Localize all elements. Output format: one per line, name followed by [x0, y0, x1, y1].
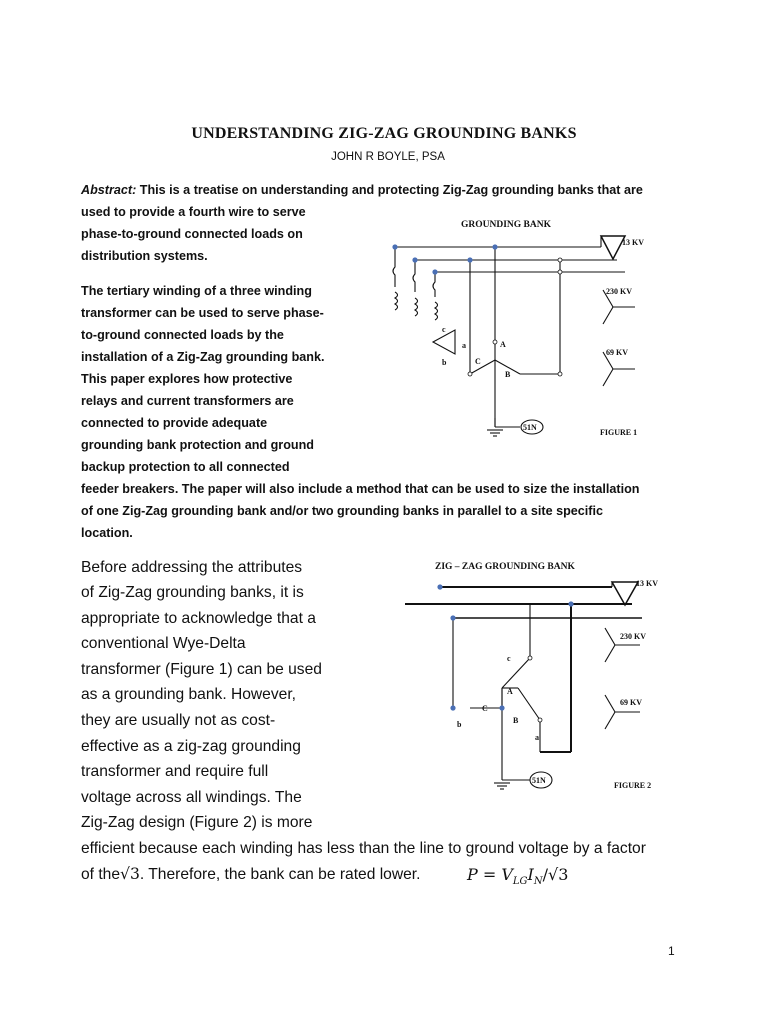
formula-i-sub: N [533, 876, 543, 888]
abstract-line-3: phase-to-ground connected loads on [81, 227, 303, 241]
figure-1-node-A: A [500, 340, 506, 349]
figure-1-230kv: 230 KV [606, 287, 632, 296]
para2-line-6: relays and current transformers are [81, 394, 294, 408]
para3-line-12: efficient because each winding has less than the line to ground voltage by a factor [81, 840, 646, 857]
figure-2-node-B: B [513, 716, 519, 725]
figure-1-node-a: a [462, 341, 466, 350]
sqrt3-symbol: √3 [120, 865, 140, 883]
paper-author: JOHN R BOYLE, PSA [331, 151, 445, 163]
formula-v: V [501, 865, 513, 884]
para2-line-4: installation of a Zig-Zag grounding bank. [81, 350, 325, 364]
abstract-text-1: This is a treatise on understanding and protecting Zig-Zag grounding banks that are [136, 183, 643, 197]
figure-2-node-c: c [507, 654, 511, 663]
formula-v-sub: LG [512, 876, 528, 888]
figure-2-diagram [400, 570, 675, 800]
para3-line-13 [81, 862, 420, 888]
page-number: 1 [668, 944, 675, 958]
figure-1-node-b: b [442, 358, 447, 367]
para2-line-7: connected to provide adequate [81, 416, 268, 430]
para3-line-11: Zig-Zag design (Figure 2) is more [81, 814, 313, 831]
para3-line-8: effective as a zig-zag grounding [81, 738, 301, 755]
para2-line-9: backup protection to all connected [81, 460, 290, 474]
figure-1-relay: 51N [523, 423, 537, 432]
formula-div: / [542, 865, 549, 884]
para3-line-2: of Zig-Zag grounding banks, it is [81, 584, 304, 601]
para3-last-suffix: . Therefore, the bank can be rated lower. [139, 866, 421, 883]
figure-2-node-b: b [457, 720, 462, 729]
figure-1-node-c: c [442, 325, 446, 334]
figure-2-heading: ZIG – ZAG GROUNDING BANK [435, 562, 575, 572]
para3-line-6: as a grounding bank. However, [81, 686, 296, 703]
formula-sqrt3: √3 [548, 865, 569, 884]
para2-line-10: feeder breakers. The paper will also include a method that can be used to size the installation [81, 482, 640, 496]
para3-line-9: transformer and require full [81, 763, 269, 780]
formula-p: P [467, 865, 478, 884]
figure-2-node-C: C [482, 704, 488, 713]
para2-line-8: grounding bank protection and ground [81, 438, 314, 452]
para3-line-3: appropriate to acknowledge that a [81, 610, 316, 627]
para2-line-5: This paper explores how protective [81, 372, 293, 386]
figure-2-node-A: A [507, 687, 513, 696]
figure-2-caption: FIGURE 2 [614, 781, 652, 790]
para3-line-1: Before addressing the attributes [81, 559, 303, 576]
figure-2-230kv: 230 KV [620, 632, 646, 641]
figure-1-node-B: B [505, 370, 511, 379]
abstract-label: Abstract: [81, 183, 137, 197]
para3-last-prefix: of the [81, 866, 121, 883]
para3-line-7: they are usually not as cost- [81, 712, 276, 729]
figure-1-13kv: 13 KV [622, 238, 644, 247]
abstract-line-4: distribution systems. [81, 249, 208, 263]
power-formula [467, 862, 568, 895]
para2-line-1: The tertiary winding of a three winding [81, 284, 312, 298]
para3-line-4: conventional Wye-Delta [81, 635, 246, 652]
para3-line-5: transformer (Figure 1) can be used [81, 661, 322, 678]
figure-1-heading: GROUNDING BANK [461, 220, 551, 230]
para2-line-2: transformer can be used to serve phase- [81, 306, 324, 320]
figure-2-13kv: 13 KV [636, 579, 658, 588]
figure-2-relay: 51N [532, 776, 546, 785]
para2-line-12: location. [81, 526, 133, 540]
abstract-line-1 [81, 179, 643, 201]
figure-1-node-C: C [475, 357, 481, 366]
formula-i: I [527, 865, 534, 884]
abstract-line-2: used to provide a fourth wire to serve [81, 205, 306, 219]
figure-2-69kv: 69 KV [620, 698, 642, 707]
para2-line-11: of one Zig-Zag grounding bank and/or two grounding banks in parallel to a site specific [81, 504, 603, 518]
formula-eq: = [477, 865, 502, 884]
figure-1-69kv: 69 KV [606, 348, 628, 357]
paper-title: UNDERSTANDING ZIG-ZAG GROUNDING BANKS [191, 125, 577, 142]
para3-line-10: voltage across all windings. The [81, 789, 302, 806]
figure-2-node-a: a [535, 733, 539, 742]
figure-1-caption: FIGURE 1 [600, 428, 638, 437]
figure-1-diagram [375, 212, 675, 447]
para2-line-3: to-ground connected loads by the [81, 328, 284, 342]
